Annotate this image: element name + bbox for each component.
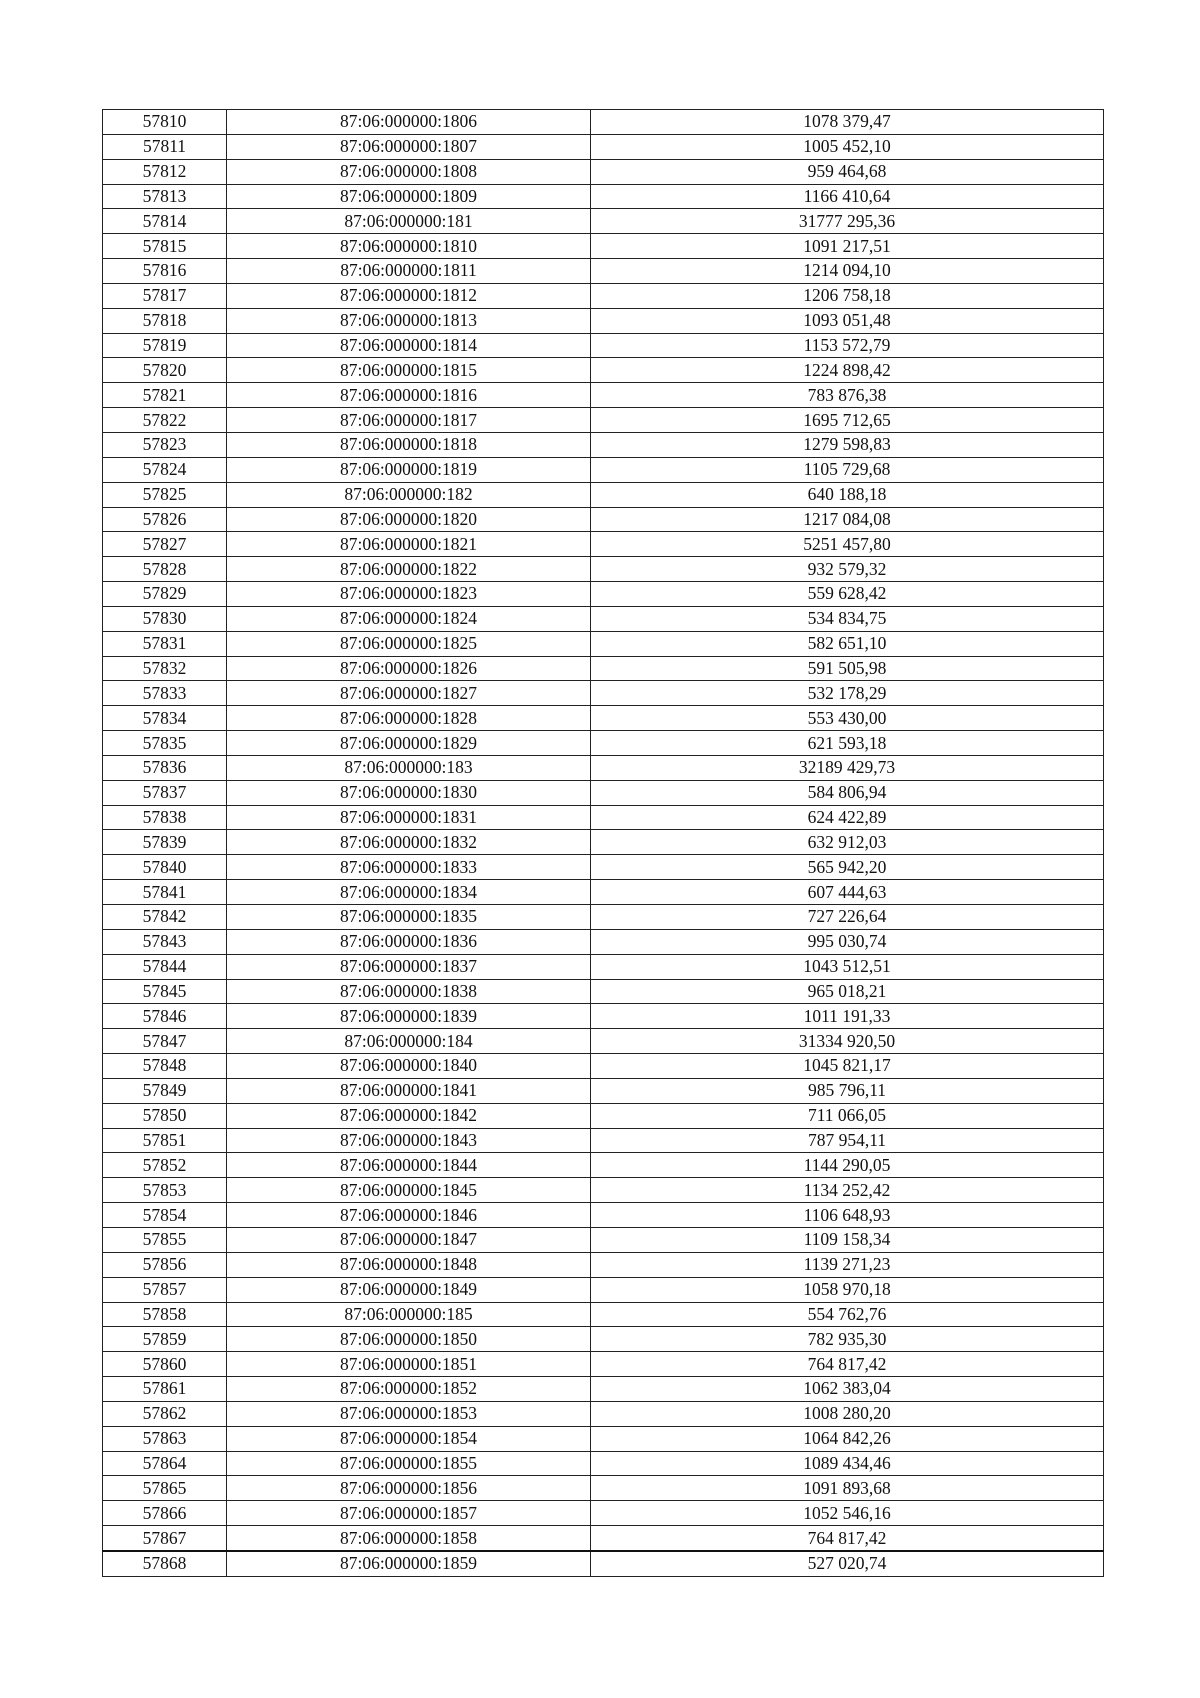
- table-row: [103, 507, 1104, 532]
- table-row: [103, 432, 1104, 457]
- table-row: [103, 1103, 1104, 1128]
- row-number-cell: 57848: [103, 1054, 227, 1079]
- cadastral-value-cell: 31334 920,50: [591, 1029, 1104, 1054]
- cadastral-number-cell: 87:06:000000:1835: [227, 905, 591, 930]
- cadastral-number-cell: 87:06:000000:1819: [227, 457, 591, 482]
- table-row: [103, 408, 1104, 433]
- cadastral-value-cell: 995 030,74: [591, 929, 1104, 954]
- table-row: [103, 134, 1104, 159]
- row-number-cell: 57842: [103, 905, 227, 930]
- table-row: [103, 1128, 1104, 1153]
- row-number-cell: 57811: [103, 134, 227, 159]
- cadastral-value-cell: 559 628,42: [591, 582, 1104, 607]
- cadastral-value-cell: 31777 295,36: [591, 209, 1104, 234]
- row-number-cell: 57840: [103, 855, 227, 880]
- table-row: [103, 1476, 1104, 1501]
- row-number-cell: 57835: [103, 731, 227, 756]
- cadastral-number-cell: 87:06:000000:1828: [227, 706, 591, 731]
- cadastral-value-cell: 1279 598,83: [591, 432, 1104, 457]
- cadastral-number-cell: 87:06:000000:1832: [227, 830, 591, 855]
- table-row: [103, 755, 1104, 780]
- row-number-cell: 57813: [103, 184, 227, 209]
- cadastral-value-cell: 1144 290,05: [591, 1153, 1104, 1178]
- row-number-cell: 57860: [103, 1352, 227, 1377]
- row-number-cell: 57850: [103, 1103, 227, 1128]
- cadastral-number-cell: 87:06:000000:1829: [227, 731, 591, 756]
- row-number-cell: 57867: [103, 1526, 227, 1551]
- table-row: [103, 1153, 1104, 1178]
- row-number-cell: 57849: [103, 1078, 227, 1103]
- table-row: [103, 283, 1104, 308]
- cadastral-value-cell: 1105 729,68: [591, 457, 1104, 482]
- table-row: [103, 681, 1104, 706]
- cadastral-value-cell: 932 579,32: [591, 557, 1104, 582]
- cadastral-number-cell: 87:06:000000:1843: [227, 1128, 591, 1153]
- row-number-cell: 57843: [103, 929, 227, 954]
- cadastral-number-cell: 87:06:000000:1837: [227, 954, 591, 979]
- cadastral-value-cell: 1206 758,18: [591, 283, 1104, 308]
- table-row: [103, 159, 1104, 184]
- row-number-cell: 57827: [103, 532, 227, 557]
- table-body: [103, 110, 1104, 1577]
- cadastral-value-cell: 1062 383,04: [591, 1377, 1104, 1402]
- row-number-cell: 57823: [103, 432, 227, 457]
- cadastral-number-cell: 87:06:000000:1856: [227, 1476, 591, 1501]
- row-number-cell: 57838: [103, 805, 227, 830]
- cadastral-number-cell: 87:06:000000:1831: [227, 805, 591, 830]
- cadastral-value-cell: 1011 191,33: [591, 1004, 1104, 1029]
- cadastral-number-cell: 87:06:000000:1814: [227, 333, 591, 358]
- table-row: [103, 1451, 1104, 1476]
- cadastral-number-cell: 87:06:000000:1822: [227, 557, 591, 582]
- cadastral-value-cell: 582 651,10: [591, 631, 1104, 656]
- cadastral-number-cell: 87:06:000000:1830: [227, 780, 591, 805]
- table-row: [103, 1203, 1104, 1228]
- table-row: [103, 209, 1104, 234]
- cadastral-number-cell: 87:06:000000:1813: [227, 308, 591, 333]
- row-number-cell: 57830: [103, 606, 227, 631]
- cadastral-value-cell: 1078 379,47: [591, 110, 1104, 135]
- cadastral-number-cell: 87:06:000000:1848: [227, 1252, 591, 1277]
- table-row: [103, 582, 1104, 607]
- cadastral-number-cell: 87:06:000000:1824: [227, 606, 591, 631]
- cadastral-number-cell: 87:06:000000:1811: [227, 259, 591, 284]
- cadastral-value-cell: 532 178,29: [591, 681, 1104, 706]
- table-row: [103, 482, 1104, 507]
- table-row: [103, 706, 1104, 731]
- cadastral-number-cell: 87:06:000000:1857: [227, 1501, 591, 1526]
- table-row: [103, 1078, 1104, 1103]
- cadastral-number-cell: 87:06:000000:183: [227, 755, 591, 780]
- cadastral-value-cell: 1058 970,18: [591, 1277, 1104, 1302]
- table-row: [103, 905, 1104, 930]
- row-number-cell: 57853: [103, 1178, 227, 1203]
- cadastral-value-cell: 1091 217,51: [591, 234, 1104, 259]
- row-number-cell: 57829: [103, 582, 227, 607]
- row-number-cell: 57824: [103, 457, 227, 482]
- cadastral-number-cell: 87:06:000000:1841: [227, 1078, 591, 1103]
- cadastral-number-cell: 87:06:000000:1836: [227, 929, 591, 954]
- cadastral-value-cell: 965 018,21: [591, 979, 1104, 1004]
- table-row: [103, 1029, 1104, 1054]
- cadastral-number-cell: 87:06:000000:1815: [227, 358, 591, 383]
- row-number-cell: 57825: [103, 482, 227, 507]
- row-number-cell: 57851: [103, 1128, 227, 1153]
- cadastral-value-cell: 727 226,64: [591, 905, 1104, 930]
- table-row: [103, 532, 1104, 557]
- table-row: [103, 259, 1104, 284]
- cadastral-number-cell: 87:06:000000:1845: [227, 1178, 591, 1203]
- cadastral-value-cell: 1153 572,79: [591, 333, 1104, 358]
- cadastral-number-cell: 87:06:000000:1853: [227, 1401, 591, 1426]
- cadastral-value-cell: 1166 410,64: [591, 184, 1104, 209]
- table-row: [103, 1302, 1104, 1327]
- table-row: [103, 1178, 1104, 1203]
- cadastral-value-cell: 527 020,74: [591, 1551, 1104, 1576]
- table-row: [103, 979, 1104, 1004]
- table-row: [103, 954, 1104, 979]
- cadastral-number-cell: 87:06:000000:1838: [227, 979, 591, 1004]
- cadastral-value-cell: 624 422,89: [591, 805, 1104, 830]
- cadastral-number-cell: 87:06:000000:1817: [227, 408, 591, 433]
- cadastral-number-cell: 87:06:000000:1859: [227, 1551, 591, 1576]
- cadastral-value-cell: 764 817,42: [591, 1352, 1104, 1377]
- row-number-cell: 57854: [103, 1203, 227, 1228]
- cadastral-number-cell: 87:06:000000:1840: [227, 1054, 591, 1079]
- cadastral-number-cell: 87:06:000000:185: [227, 1302, 591, 1327]
- cadastral-value-cell: 534 834,75: [591, 606, 1104, 631]
- cadastral-value-cell: 1139 271,23: [591, 1252, 1104, 1277]
- cadastral-number-cell: 87:06:000000:1858: [227, 1526, 591, 1551]
- cadastral-number-cell: 87:06:000000:1825: [227, 631, 591, 656]
- cadastral-value-cell: 1045 821,17: [591, 1054, 1104, 1079]
- cadastral-number-cell: 87:06:000000:1839: [227, 1004, 591, 1029]
- table-row: [103, 656, 1104, 681]
- table-row: [103, 1352, 1104, 1377]
- table-row: [103, 557, 1104, 582]
- table-row: [103, 880, 1104, 905]
- row-number-cell: 57868: [103, 1551, 227, 1576]
- cadastral-value-cell: 1091 893,68: [591, 1476, 1104, 1501]
- cadastral-value-cell: 1106 648,93: [591, 1203, 1104, 1228]
- row-number-cell: 57839: [103, 830, 227, 855]
- cadastral-number-cell: 87:06:000000:1821: [227, 532, 591, 557]
- row-number-cell: 57822: [103, 408, 227, 433]
- cadastral-value-cell: 640 188,18: [591, 482, 1104, 507]
- row-number-cell: 57837: [103, 780, 227, 805]
- table-row: [103, 631, 1104, 656]
- table-row: [103, 1526, 1104, 1551]
- cadastral-value-cell: 1134 252,42: [591, 1178, 1104, 1203]
- cadastral-value-cell: 1064 842,26: [591, 1426, 1104, 1451]
- row-number-cell: 57863: [103, 1426, 227, 1451]
- cadastral-value-cell: 607 444,63: [591, 880, 1104, 905]
- table-row: [103, 234, 1104, 259]
- cadastral-value-cell: 711 066,05: [591, 1103, 1104, 1128]
- row-number-cell: 57864: [103, 1451, 227, 1476]
- cadastral-value-cell: 1695 712,65: [591, 408, 1104, 433]
- cadastral-value-cell: 959 464,68: [591, 159, 1104, 184]
- row-number-cell: 57812: [103, 159, 227, 184]
- row-number-cell: 57814: [103, 209, 227, 234]
- row-number-cell: 57816: [103, 259, 227, 284]
- row-number-cell: 57859: [103, 1327, 227, 1352]
- cadastral-number-cell: 87:06:000000:181: [227, 209, 591, 234]
- table-row: [103, 383, 1104, 408]
- row-number-cell: 57841: [103, 880, 227, 905]
- cadastral-value-cell: 565 942,20: [591, 855, 1104, 880]
- row-number-cell: 57857: [103, 1277, 227, 1302]
- row-number-cell: 57831: [103, 631, 227, 656]
- table-row: [103, 855, 1104, 880]
- cadastral-number-cell: 87:06:000000:1808: [227, 159, 591, 184]
- cadastral-number-cell: 87:06:000000:1833: [227, 855, 591, 880]
- row-number-cell: 57826: [103, 507, 227, 532]
- table-row: [103, 1327, 1104, 1352]
- cadastral-number-cell: 87:06:000000:1816: [227, 383, 591, 408]
- cadastral-number-cell: 87:06:000000:1847: [227, 1227, 591, 1252]
- cadastral-value-cell: 782 935,30: [591, 1327, 1104, 1352]
- cadastral-number-cell: 87:06:000000:1823: [227, 582, 591, 607]
- cadastral-value-cell: 764 817,42: [591, 1526, 1104, 1551]
- table-row: [103, 1054, 1104, 1079]
- cadastral-value-cell: 1214 094,10: [591, 259, 1104, 284]
- row-number-cell: 57856: [103, 1252, 227, 1277]
- document-page: [102, 109, 1103, 1577]
- cadastral-number-cell: 87:06:000000:1851: [227, 1352, 591, 1377]
- row-number-cell: 57852: [103, 1153, 227, 1178]
- cadastral-number-cell: 87:06:000000:1850: [227, 1327, 591, 1352]
- cadastral-number-cell: 87:06:000000:182: [227, 482, 591, 507]
- cadastral-number-cell: 87:06:000000:1809: [227, 184, 591, 209]
- table-row: [103, 1377, 1104, 1402]
- row-number-cell: 57858: [103, 1302, 227, 1327]
- table-row: [103, 780, 1104, 805]
- row-number-cell: 57862: [103, 1401, 227, 1426]
- row-number-cell: 57810: [103, 110, 227, 135]
- cadastral-value-cell: 591 505,98: [591, 656, 1104, 681]
- table-row: [103, 1401, 1104, 1426]
- cadastral-value-cell: 32189 429,73: [591, 755, 1104, 780]
- cadastral-number-cell: 87:06:000000:1834: [227, 880, 591, 905]
- cadastral-value-cell: 553 430,00: [591, 706, 1104, 731]
- row-number-cell: 57820: [103, 358, 227, 383]
- cadastral-number-cell: 87:06:000000:184: [227, 1029, 591, 1054]
- table-row: [103, 929, 1104, 954]
- row-number-cell: 57865: [103, 1476, 227, 1501]
- row-number-cell: 57815: [103, 234, 227, 259]
- cadastral-value-cell: 632 912,03: [591, 830, 1104, 855]
- cadastral-value-cell: 554 762,76: [591, 1302, 1104, 1327]
- cadastral-value-cell: 621 593,18: [591, 731, 1104, 756]
- cadastral-value-table: [102, 109, 1104, 1577]
- cadastral-number-cell: 87:06:000000:1818: [227, 432, 591, 457]
- cadastral-value-cell: 1217 084,08: [591, 507, 1104, 532]
- cadastral-number-cell: 87:06:000000:1849: [227, 1277, 591, 1302]
- cadastral-value-cell: 5251 457,80: [591, 532, 1104, 557]
- cadastral-value-cell: 1052 546,16: [591, 1501, 1104, 1526]
- table-row: [103, 805, 1104, 830]
- row-number-cell: 57861: [103, 1377, 227, 1402]
- cadastral-number-cell: 87:06:000000:1844: [227, 1153, 591, 1178]
- row-number-cell: 57845: [103, 979, 227, 1004]
- cadastral-number-cell: 87:06:000000:1855: [227, 1451, 591, 1476]
- row-number-cell: 57832: [103, 656, 227, 681]
- cadastral-value-cell: 1093 051,48: [591, 308, 1104, 333]
- cadastral-value-cell: 1043 512,51: [591, 954, 1104, 979]
- table-row: [103, 830, 1104, 855]
- cadastral-number-cell: 87:06:000000:1810: [227, 234, 591, 259]
- cadastral-value-cell: 1008 280,20: [591, 1401, 1104, 1426]
- row-number-cell: 57821: [103, 383, 227, 408]
- row-number-cell: 57818: [103, 308, 227, 333]
- table-row: [103, 333, 1104, 358]
- row-number-cell: 57817: [103, 283, 227, 308]
- table-row: [103, 110, 1104, 135]
- row-number-cell: 57834: [103, 706, 227, 731]
- table-row: [103, 457, 1104, 482]
- table-row: [103, 184, 1104, 209]
- cadastral-value-cell: 1089 434,46: [591, 1451, 1104, 1476]
- table-row: [103, 1004, 1104, 1029]
- row-number-cell: 57833: [103, 681, 227, 706]
- cadastral-number-cell: 87:06:000000:1826: [227, 656, 591, 681]
- table-row: [103, 358, 1104, 383]
- cadastral-number-cell: 87:06:000000:1842: [227, 1103, 591, 1128]
- table-row: [103, 1227, 1104, 1252]
- table-row: [103, 731, 1104, 756]
- cadastral-number-cell: 87:06:000000:1806: [227, 110, 591, 135]
- row-number-cell: 57836: [103, 755, 227, 780]
- row-number-cell: 57866: [103, 1501, 227, 1526]
- table-row: [103, 606, 1104, 631]
- row-number-cell: 57819: [103, 333, 227, 358]
- cadastral-value-cell: 783 876,38: [591, 383, 1104, 408]
- table-row: [103, 308, 1104, 333]
- row-number-cell: 57828: [103, 557, 227, 582]
- row-number-cell: 57847: [103, 1029, 227, 1054]
- row-number-cell: 57855: [103, 1227, 227, 1252]
- row-number-cell: 57846: [103, 1004, 227, 1029]
- table-row: [103, 1501, 1104, 1526]
- cadastral-number-cell: 87:06:000000:1820: [227, 507, 591, 532]
- cadastral-number-cell: 87:06:000000:1807: [227, 134, 591, 159]
- cadastral-value-cell: 1005 452,10: [591, 134, 1104, 159]
- cadastral-number-cell: 87:06:000000:1854: [227, 1426, 591, 1451]
- cadastral-value-cell: 787 954,11: [591, 1128, 1104, 1153]
- cadastral-value-cell: 1224 898,42: [591, 358, 1104, 383]
- cadastral-value-cell: 584 806,94: [591, 780, 1104, 805]
- cadastral-number-cell: 87:06:000000:1827: [227, 681, 591, 706]
- table-row: [103, 1252, 1104, 1277]
- table-row: [103, 1551, 1104, 1576]
- cadastral-number-cell: 87:06:000000:1812: [227, 283, 591, 308]
- cadastral-value-cell: 1109 158,34: [591, 1227, 1104, 1252]
- cadastral-value-cell: 985 796,11: [591, 1078, 1104, 1103]
- cadastral-number-cell: 87:06:000000:1846: [227, 1203, 591, 1228]
- row-number-cell: 57844: [103, 954, 227, 979]
- table-row: [103, 1426, 1104, 1451]
- cadastral-number-cell: 87:06:000000:1852: [227, 1377, 591, 1402]
- table-row: [103, 1277, 1104, 1302]
